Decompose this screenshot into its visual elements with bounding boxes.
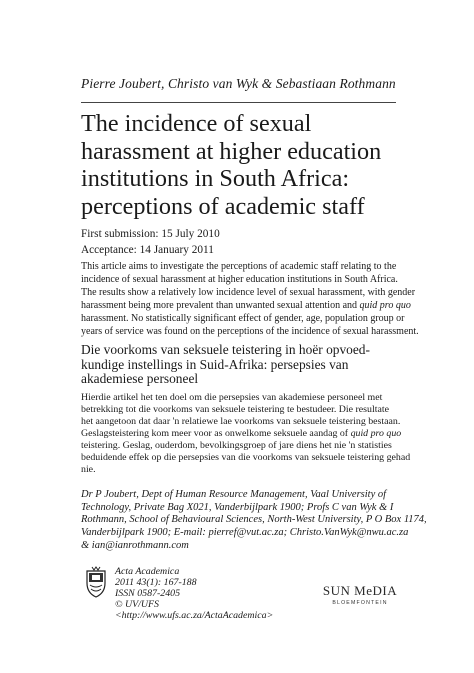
abstract-line: This article aims to investigate the perceptions of academic staff relating to the: [81, 261, 397, 272]
abstract-line: incidence of sexual harassment at higher education institutions in South Africa.: [81, 273, 398, 285]
journal-name: Acta Academica: [115, 566, 180, 577]
affiliation-line: Dr P Joubert, Dept of Human Resource Management, Vaal University of: [81, 489, 387, 500]
afrikaans-title-line: kundige instellings in Suid-Afrika: persepsies van: [81, 356, 349, 372]
afrikaans-title-line: akademiese personeel: [81, 371, 199, 387]
abstract-emphasis: quid pro quo: [359, 299, 411, 311]
afrikaans-abstract-line: het aangetoon dat daar 'n relatiewe lae voorkoms van seksuele teistering bestaan.: [81, 416, 401, 427]
afrikaans-abstract-emphasis: quid pro quo: [350, 428, 402, 439]
affiliation-line: Technology, Private Bag X021, Vanderbijlpark 1900; Profs C van Wyk & I: [81, 501, 394, 513]
title-line: harassment at higher education: [81, 137, 382, 165]
afrikaans-abstract-line: [81, 428, 402, 440]
afrikaans-abstract-text: Geslagsteistering kom meer voor as onwelkome seksuele aandag of: [81, 428, 351, 439]
submission-dates: [81, 227, 220, 258]
afrikaans-title-line: Die voorkoms van seksuele teistering in hoër opvoed-: [81, 342, 370, 357]
abstract-line: [81, 299, 411, 313]
abstract-line: years of service was found on the perceptions of the incidence of sexual harassment.: [81, 325, 419, 337]
article-title: [81, 110, 401, 221]
journal-info: [115, 566, 273, 621]
journal-url: <http://www.ufs.ac.za/ActaAcademica>: [115, 610, 274, 622]
first-submission-date: First submission: 15 July 2010: [81, 228, 220, 240]
journal-issn: ISSN 0587-2405: [115, 588, 181, 600]
afrikaans-abstract-line: teistering. Geslag, ouderdom, bevolkingsgroep of jare diens het nie 'n statisties: [81, 440, 392, 451]
afrikaans-abstract: [81, 392, 411, 476]
afrikaans-title: [81, 343, 401, 387]
publisher-logo: [320, 583, 400, 606]
afrikaans-abstract-line: nie.: [81, 464, 96, 475]
affiliation-line: Vanderbijlpark 1900; E-mail: pierref@vut.ac.za; Christo.VanWyk@nwu.ac.za: [81, 527, 409, 539]
abstract-text: harassment being more prevalent than unwanted sexual attention and: [81, 299, 360, 311]
abstract-line: harassment. No statistically significant effect of gender, age, population group or: [81, 312, 405, 324]
university-crest-icon: [84, 566, 108, 598]
header-rule: [81, 102, 396, 103]
afrikaans-abstract-line: Hierdie artikel het ten doel om die persepsies van akademiese personeel met: [81, 392, 383, 403]
publisher-city: BLOEMFONTEIN: [332, 600, 388, 606]
title-line: The incidence of sexual: [81, 110, 312, 137]
afrikaans-abstract-line: betrekking tot die voorkoms van seksuele teistering te bestudeer. Die resultate: [81, 404, 389, 415]
publisher-name: SUN MeDIA: [322, 583, 398, 598]
title-line: institutions in South Africa:: [81, 165, 350, 193]
afrikaans-abstract-line: beduidende effek op die persepsies van die voorkoms van seksuele teistering gehad: [81, 452, 411, 463]
journal-copyright: © UV/UFS: [115, 599, 159, 611]
affiliation-line: Rothmann, School of Behavioural Sciences, North-West University, P O Box 1174,: [81, 514, 427, 526]
author-affiliations: [81, 489, 427, 553]
english-abstract: [81, 261, 419, 338]
journal-volume: 2011 43(1): 167-188: [115, 577, 197, 589]
affiliation-line: & ian@ianrothmann.com: [81, 539, 189, 551]
title-line: perceptions of academic staff: [81, 193, 365, 221]
abstract-line: The results show a relatively low incidence level of sexual harassment, with gender: [81, 286, 416, 298]
author-line: Pierre Joubert, Christo van Wyk & Sebastiaan Rothmann: [81, 76, 396, 91]
acceptance-date: Acceptance: 14 January 2011: [81, 243, 214, 256]
